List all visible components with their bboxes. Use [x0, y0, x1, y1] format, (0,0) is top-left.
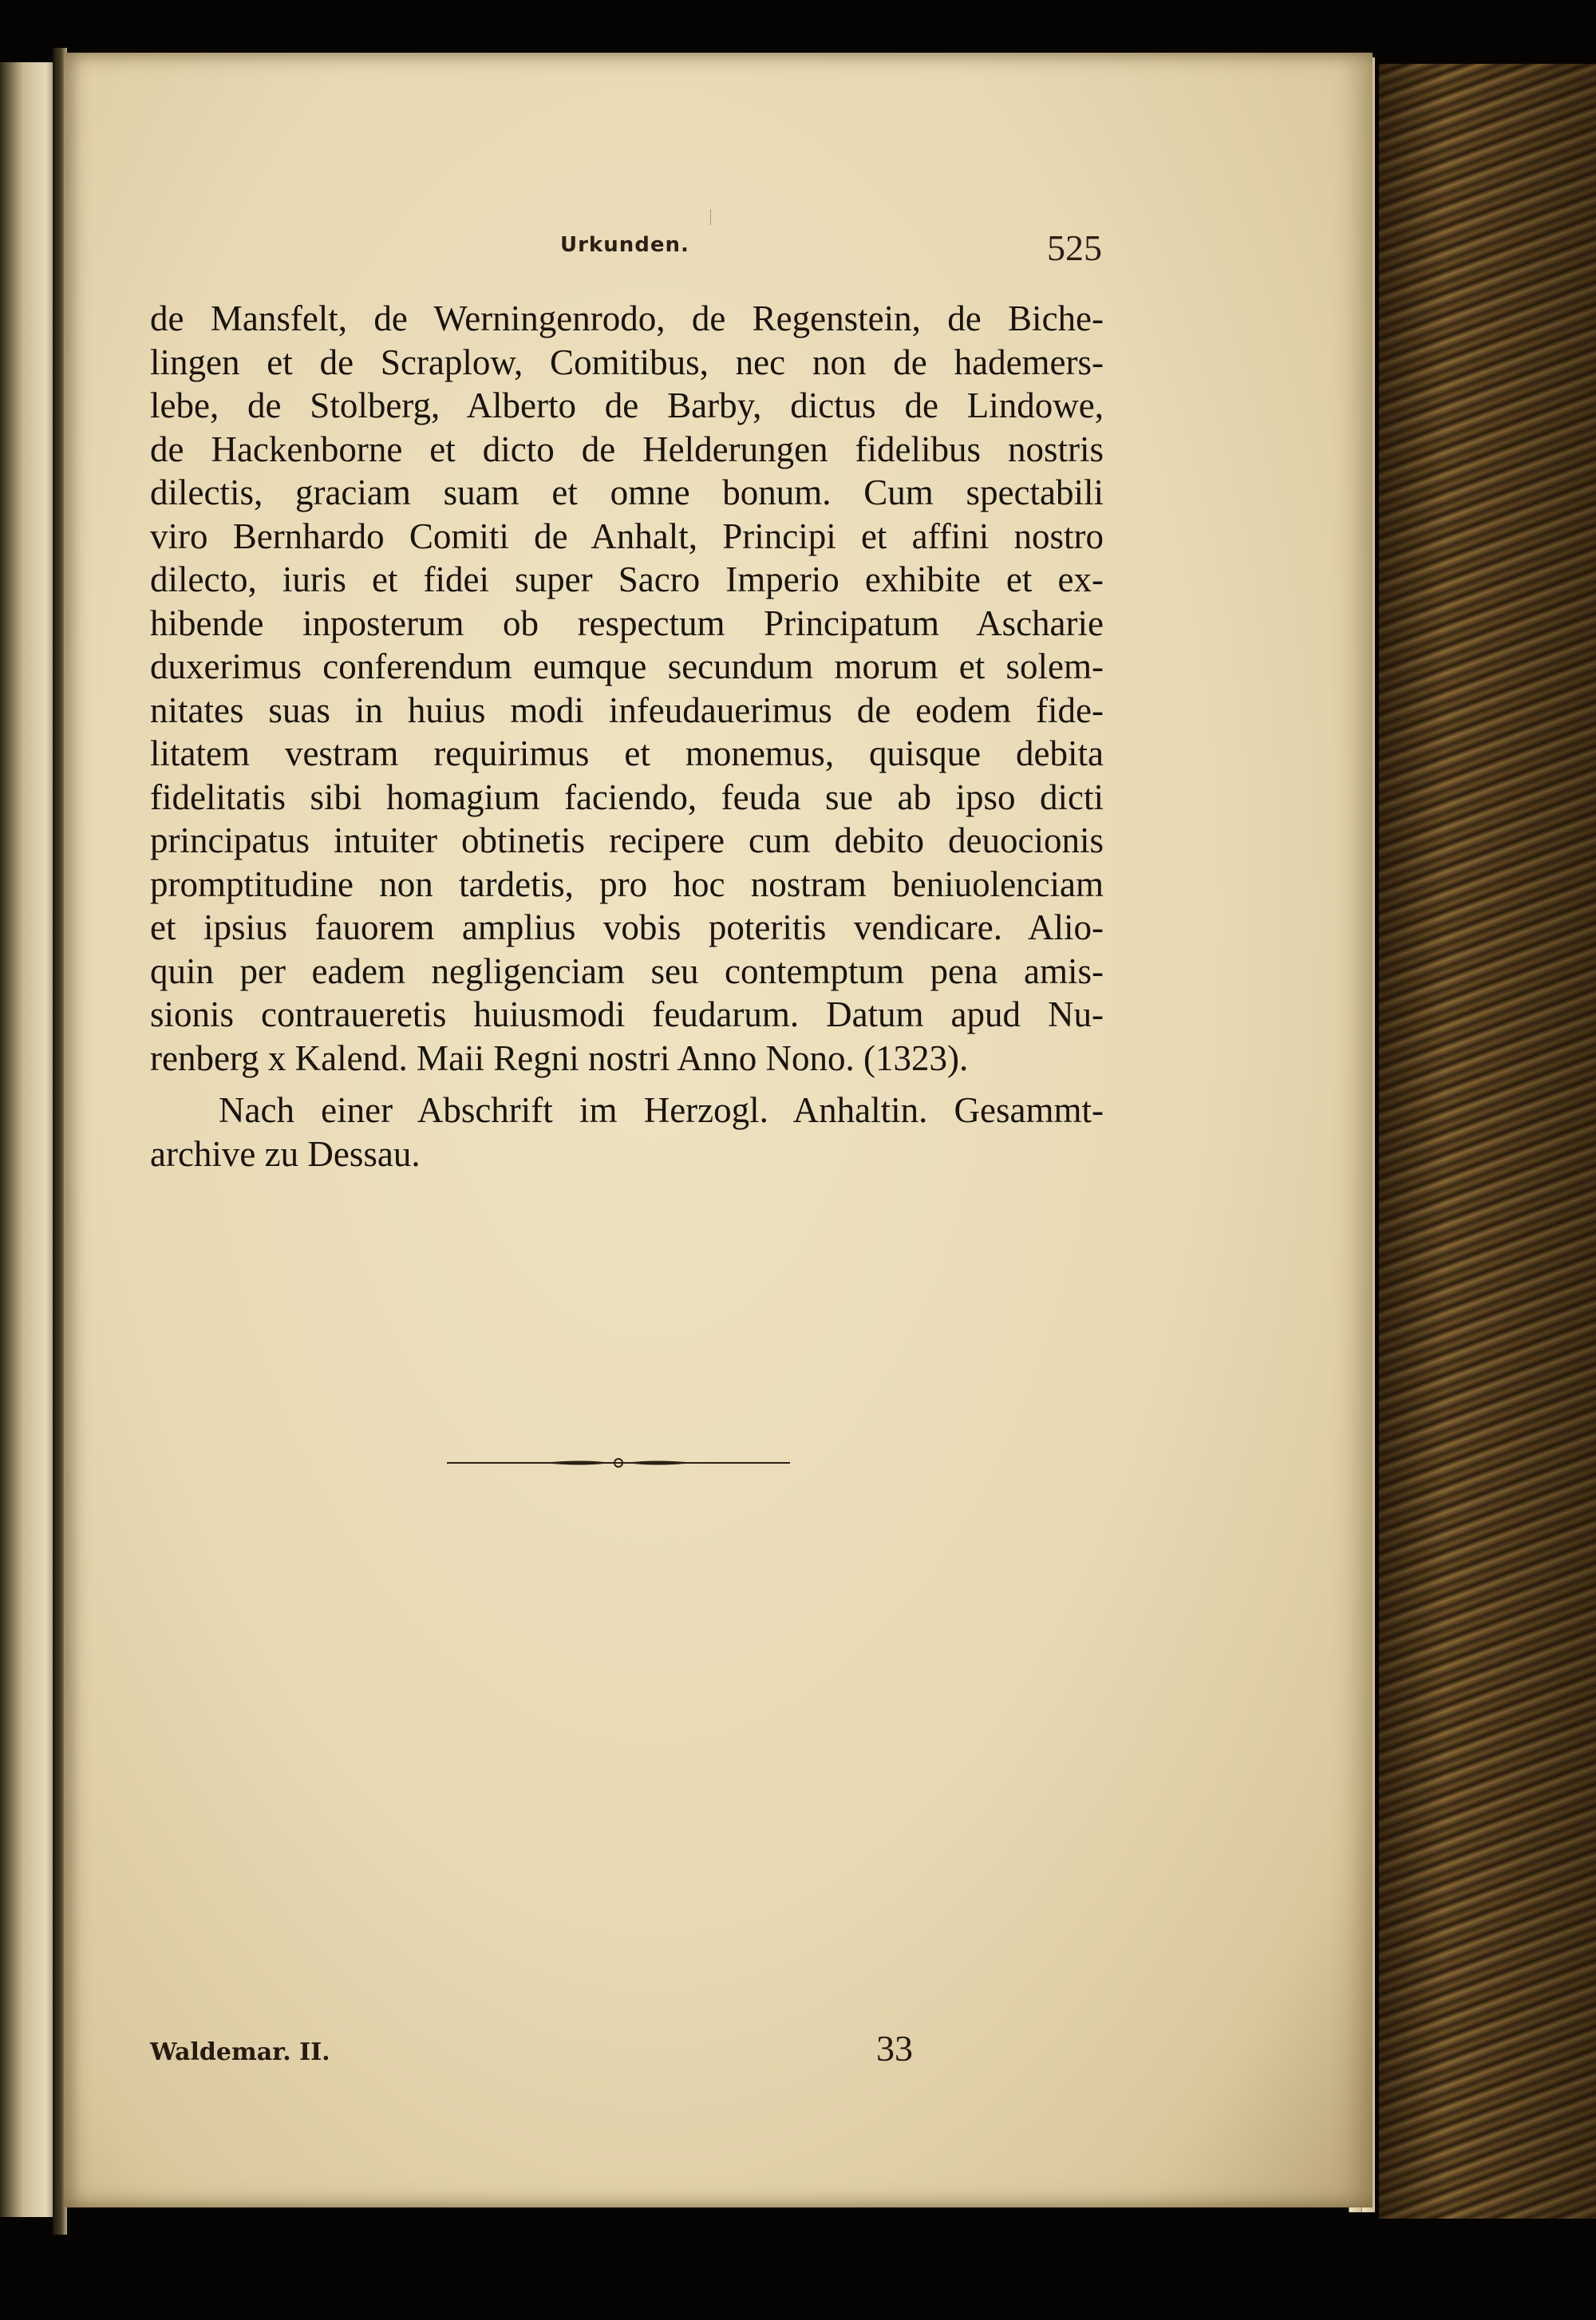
running-title: Urkunden. — [560, 233, 689, 257]
text-line: dilectis, graciam suam et omne bonum. Cum spectabili — [150, 472, 1104, 512]
book-cover-edge — [1379, 64, 1596, 2219]
text-line: dilecto, iuris et fidei super Sacro Imperio exhibite et ex- — [150, 559, 1104, 599]
running-head — [0, 227, 1596, 273]
text-line: duxerimus conferendum eumque secundum morum et solem- — [150, 646, 1104, 686]
text-line: quin per eadem negligenciam seu contemptum pena amis- — [150, 951, 1104, 991]
text-line: litatem vestram requirimus et monemus, quisque debita — [150, 733, 1104, 773]
text-line: de Mansfelt, de Werningenrodo, de Regenstein, de Biche- — [150, 298, 1104, 338]
text-line: lebe, de Stolberg, Alberto de Barby, dictus de Lindowe, — [150, 385, 1104, 425]
end-ornament-rule — [447, 1457, 790, 1468]
text-line: nitates suas in huius modi infeudauerimus de eodem fide- — [150, 690, 1104, 730]
left-page-edge — [0, 62, 57, 2217]
text-line: sionis contraueretis huiusmodi feudarum. Datum apud Nu- — [150, 994, 1104, 1034]
source-note — [150, 1089, 1104, 1176]
source-note-line: archive zu Dessau. — [150, 1133, 421, 1174]
text-line: promptitudine non tardetis, pro hoc nostram beniuolenciam — [150, 864, 1104, 904]
text-line: et ipsius fauorem amplius vobis poteritis vendicare. Alio- — [150, 907, 1104, 947]
text-line: fidelitatis sibi homagium faciendo, feuda sue ab ipso dicti — [150, 777, 1104, 817]
text-line: principatus intuiter obtinetis recipere cum debito deuocionis — [150, 820, 1104, 860]
signature-mark: Waldemar. II. — [150, 2038, 330, 2066]
text-line: viro Bernhardo Comiti de Anhalt, Principi et affini nostro — [150, 516, 1104, 556]
signature-number: 33 — [876, 2028, 913, 2069]
text-line: de Hackenborne et dicto de Helderungen fidelibus nostris — [150, 429, 1104, 469]
text-line: renberg x Kalend. Maii Regni nostri Anno Nono. (1323). — [150, 1037, 969, 1078]
charter-text — [150, 297, 1104, 1080]
head-mark — [710, 209, 711, 225]
text-line: hibende inposterum ob respectum Principatum Ascharie — [150, 603, 1104, 643]
page-number: 525 — [1047, 227, 1102, 268]
text-line: lingen et de Scraplow, Comitibus, nec non de hademers- — [150, 342, 1104, 382]
source-note-line: Nach einer Abschrift im Herzogl. Anhaltin. Gesammt- — [219, 1090, 1104, 1130]
